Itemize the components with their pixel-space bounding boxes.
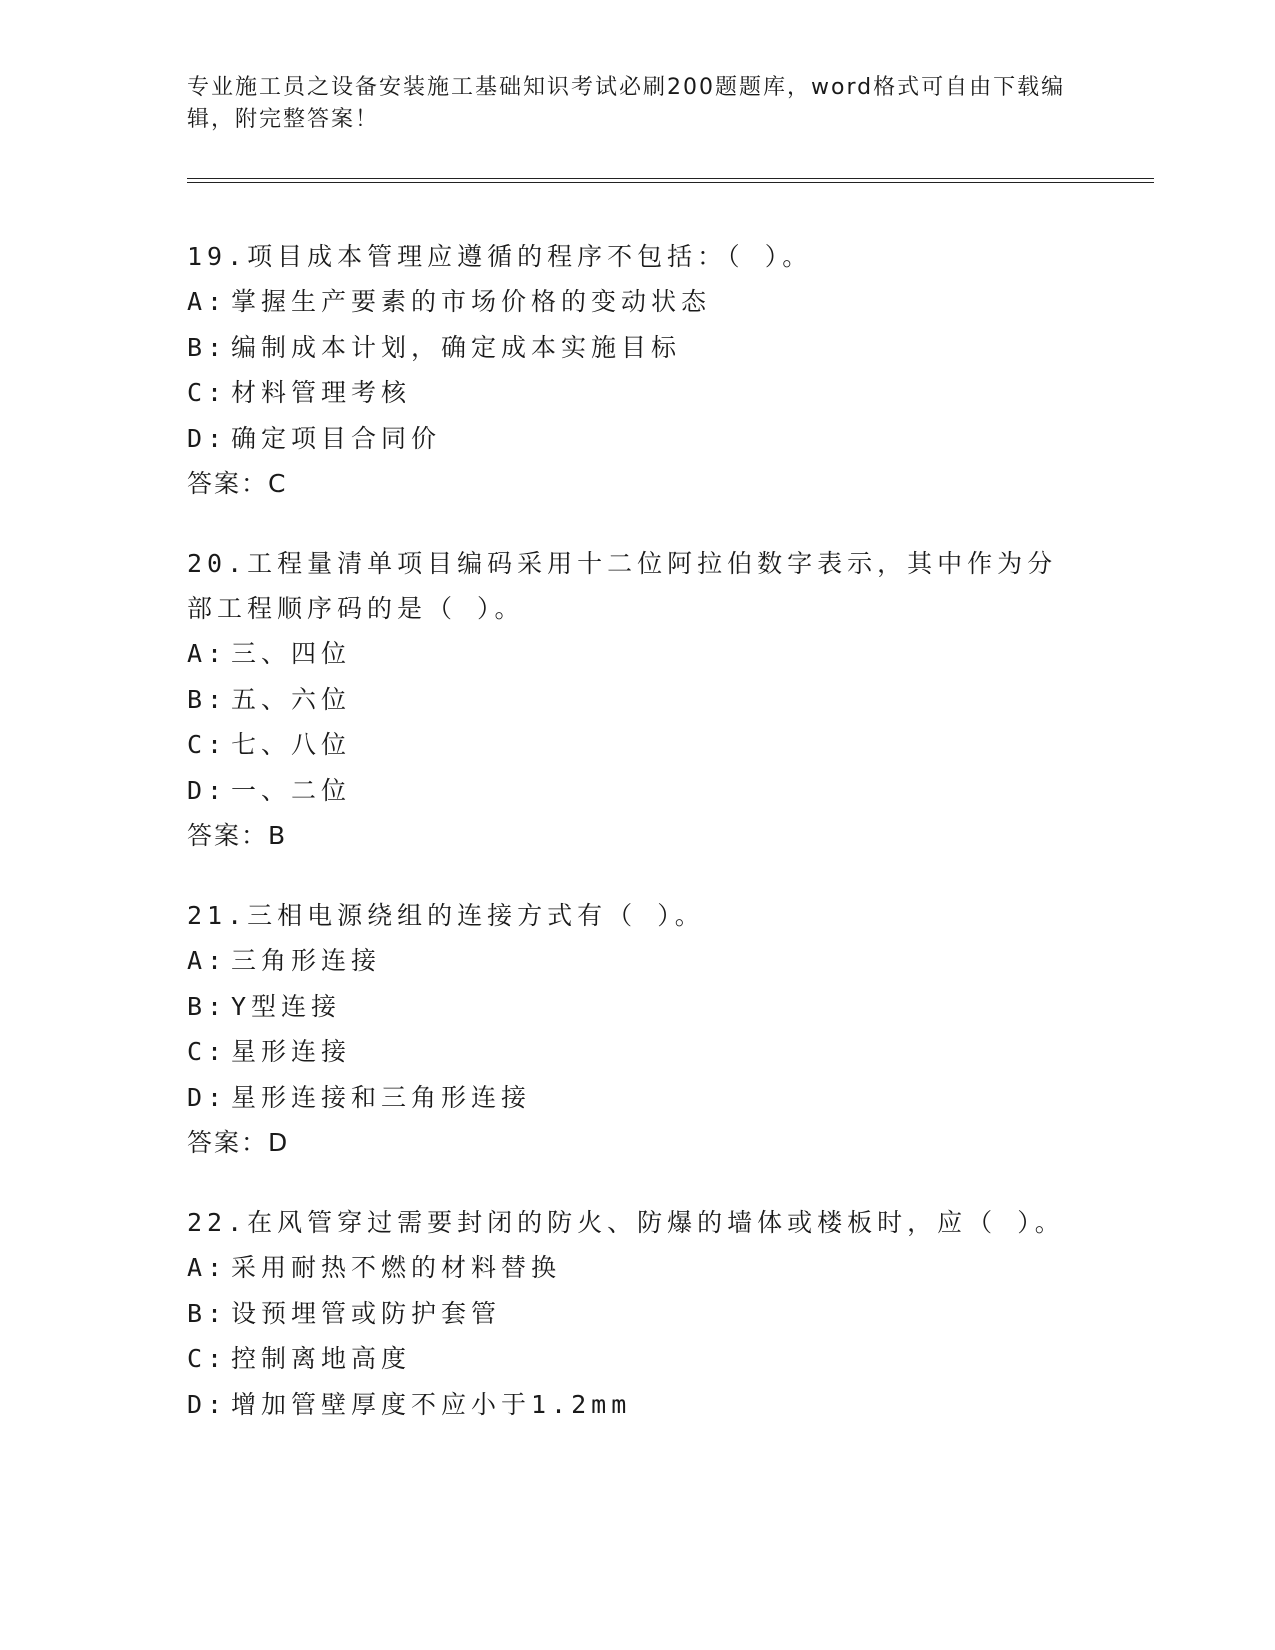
answer-line: 答案：B: [187, 821, 288, 850]
option-key: C:: [187, 730, 228, 759]
option-key: C:: [187, 378, 228, 407]
option-a: [187, 1245, 1087, 1291]
option-c: [187, 722, 1087, 768]
question-stem: 19.项目成本管理应遵循的程序不包括：（ ）。: [187, 242, 813, 271]
option-a: [187, 631, 1087, 677]
option-key: B:: [187, 684, 228, 714]
question-22: [187, 1200, 1087, 1427]
option-key: D:: [187, 775, 228, 805]
option-key: A:: [187, 1253, 228, 1282]
option-text: 三角形连接: [231, 946, 382, 975]
option-text: 掌握生产要素的市场价格的变动状态: [231, 287, 712, 316]
header-divider-bottom: [187, 182, 1154, 183]
option-key: B:: [187, 332, 228, 362]
option-c: [187, 1336, 1087, 1382]
option-key: B:: [187, 1298, 228, 1328]
option-key: A:: [187, 287, 228, 316]
question-list: [187, 234, 1087, 1461]
option-a: [187, 279, 1087, 325]
option-key: A:: [187, 946, 228, 975]
document-header: 专业施工员之设备安装施工基础知识考试必刷200题题库，word格式可自由下载编辑，附完整答案！: [187, 75, 1066, 132]
header-divider-top: [187, 178, 1154, 179]
option-text: 编制成本计划，确定成本实施目标: [231, 332, 682, 362]
option-text: 确定项目合同价: [231, 423, 442, 453]
option-text: 控制离地高度: [231, 1344, 412, 1373]
option-text: 星形连接和三角形连接: [231, 1082, 532, 1112]
option-text: 采用耐热不燃的材料替换: [231, 1253, 562, 1282]
option-key: C:: [187, 1037, 228, 1066]
option-text: 设预埋管或防护套管: [231, 1298, 502, 1328]
option-text: 三、四位: [231, 639, 352, 668]
option-key: B:: [187, 991, 228, 1021]
question-21: [187, 893, 1087, 1166]
question-stem: 22.在风管穿过需要封闭的防火、防爆的墙体或楼板时，应（ ）。: [187, 1208, 1065, 1237]
question-19: [187, 234, 1087, 507]
question-stem: 20.工程量清单项目编码采用十二位阿拉伯数字表示，其中作为分部工程顺序码的是（ ）。: [187, 549, 1058, 623]
option-d: [187, 1075, 1087, 1121]
option-key: D:: [187, 1082, 228, 1112]
option-text: 五、六位: [231, 684, 352, 714]
option-key: A:: [187, 639, 228, 668]
option-key: D:: [187, 423, 228, 453]
option-b: [187, 325, 1087, 371]
option-text: Y型连接: [231, 991, 342, 1021]
option-d: [187, 1382, 1087, 1428]
option-key: C:: [187, 1344, 228, 1373]
question-stem: 21.三相电源绕组的连接方式有（ ）。: [187, 901, 705, 930]
option-key: D:: [187, 1389, 228, 1419]
option-text: 材料管理考核: [231, 378, 412, 407]
option-a: [187, 938, 1087, 984]
option-text: 一、二位: [231, 775, 352, 805]
option-c: [187, 1029, 1087, 1075]
option-b: [187, 984, 1087, 1030]
answer-line: 答案：C: [187, 469, 288, 498]
option-d: [187, 768, 1087, 814]
option-c: [187, 370, 1087, 416]
option-d: [187, 416, 1087, 462]
question-20: [187, 541, 1087, 859]
option-b: [187, 1291, 1087, 1337]
option-text: 七、八位: [231, 730, 352, 759]
option-text: 增加管壁厚度不应小于1.2mm: [231, 1389, 632, 1419]
answer-line: 答案：D: [187, 1128, 290, 1157]
option-b: [187, 677, 1087, 723]
option-text: 星形连接: [231, 1037, 352, 1066]
